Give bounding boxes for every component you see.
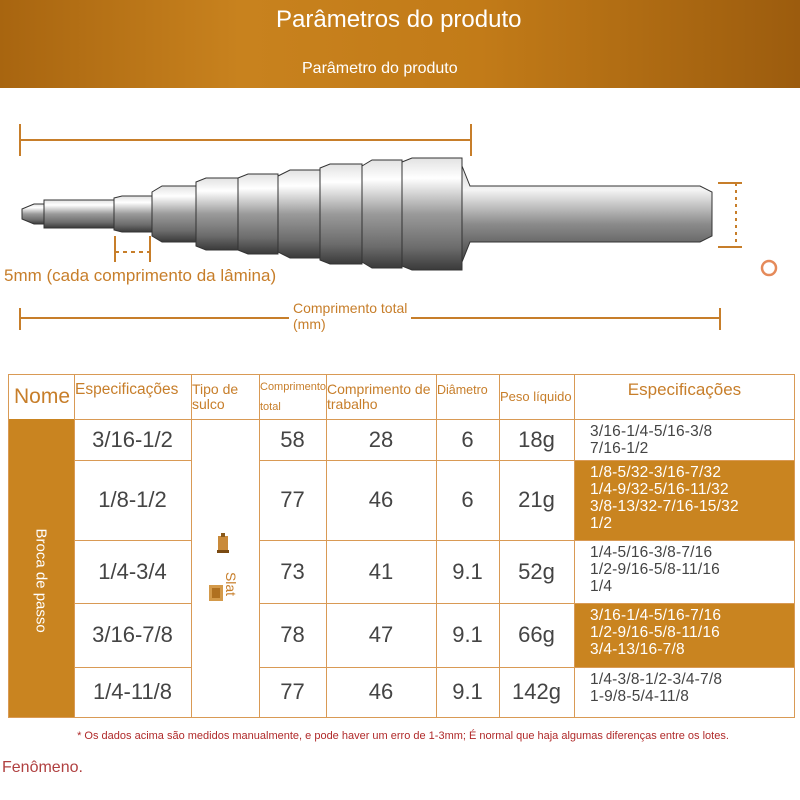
grid-col-6 <box>499 374 500 718</box>
grid-top <box>8 374 795 375</box>
swirl-icon <box>762 261 776 275</box>
spec-table <box>8 374 795 718</box>
grid-row-2-bottom <box>74 540 191 541</box>
step-size-line: 1-9/8-5/4-11/8 <box>590 688 690 705</box>
cell-net-weight: 142g <box>512 679 561 704</box>
grid-row-2-bottom-b <box>259 540 795 541</box>
product-name: Broca de passo <box>32 528 50 633</box>
step-size-line: 3/4-13/16-7/8 <box>590 641 685 658</box>
grid-left <box>8 374 9 718</box>
working-length-dimension <box>20 124 471 156</box>
step-size-line: 1/2 <box>590 515 613 532</box>
total-length-label-line2: (mm) <box>293 316 326 332</box>
cell-step-sizes <box>574 419 795 460</box>
step-size-line: 1/8-5/32-3/16-7/32 <box>590 464 722 481</box>
header-total-length: Comprimento total <box>260 380 326 413</box>
grid-bottom <box>8 717 795 718</box>
page-subtitle: Parâmetro do produto <box>302 60 458 77</box>
cell-spec: 3/16-1/2 <box>92 426 173 452</box>
grid-header-bottom <box>74 419 795 420</box>
step-size-line: 7/16-1/2 <box>590 440 649 457</box>
grid-row-3-bottom <box>74 603 191 604</box>
grid-col-3 <box>259 374 260 718</box>
cell-diameter: 9.1 <box>452 558 483 584</box>
cell-step-sizes <box>574 603 795 667</box>
step-size-line: 3/8-13/32-7/16-15/32 <box>590 498 739 515</box>
step-size-line: 1/2-9/16-5/8-11/16 <box>590 561 720 578</box>
slat-groove-icon <box>213 532 237 556</box>
cell-spec: 3/16-7/8 <box>92 622 173 647</box>
header-name: Nome <box>13 384 71 408</box>
drill-bit-icon <box>22 158 712 270</box>
cell-step-sizes <box>574 540 795 603</box>
header-spec: Especificações <box>75 381 179 398</box>
cell-step-sizes <box>574 460 795 540</box>
cell-diameter: 6 <box>461 487 474 512</box>
total-length-label-line1: Comprimento total <box>293 300 408 316</box>
blade-length-label: 5mm (cada comprimento da lâmina) <box>4 266 277 285</box>
header-groove: Tipo de sulco <box>192 380 239 412</box>
cell-total-length: 77 <box>280 487 305 512</box>
cell-net-weight: 18g <box>518 426 555 452</box>
header-diameter: Diâmetro <box>437 383 488 397</box>
cell-working-length: 46 <box>368 487 394 512</box>
cell-net-weight: 21g <box>518 487 555 512</box>
grid-row-4-bottom-b <box>259 667 795 668</box>
step-size-line: 1/4-5/16-3/8-7/16 <box>590 544 713 561</box>
header-net-weight: Peso líquido <box>500 389 572 404</box>
groove-type: Slat <box>223 571 240 597</box>
cell-working-length: 47 <box>368 622 394 647</box>
step-size-line: 1/4-3/8-1/2-3/4-7/8 <box>590 671 723 688</box>
product-name-cell <box>8 419 74 718</box>
step-size-line: 1/2-9/16-5/8-11/16 <box>590 624 720 641</box>
header-specs: Especificações <box>627 380 742 399</box>
step-size-line: 1/4 <box>590 578 613 595</box>
grid-row-1-bottom <box>74 460 191 461</box>
step-size-line: 3/16-1/4-5/16-7/16 <box>590 607 722 624</box>
page-title: Parâmetros do produto <box>276 6 522 33</box>
grid-col-5 <box>436 374 437 718</box>
cell-total-length: 77 <box>280 679 305 704</box>
cell-step-sizes <box>574 667 795 717</box>
step-length-marker <box>115 236 150 262</box>
header-banner <box>0 0 800 88</box>
step-size-line: 1/4-9/32-5/16-11/32 <box>590 481 729 498</box>
cell-working-length: 46 <box>368 679 394 704</box>
cell-diameter: 9.1 <box>452 622 483 647</box>
grid-col-2 <box>191 374 192 718</box>
total-length-label <box>289 300 411 332</box>
grid-row-4-bottom <box>74 667 191 668</box>
diameter-marker <box>718 183 742 247</box>
cell-diameter: 9.1 <box>452 679 483 704</box>
disclaimer-note: * Os dados acima são medidos manualmente, e pode haver um erro de 1-3mm; É normal que haja algumas diferenças entre os lotes. <box>77 730 729 742</box>
cell-spec: 1/4-11/8 <box>92 679 173 704</box>
grid-row-1-bottom-b <box>259 460 795 461</box>
grid-right <box>794 374 795 718</box>
trailing-text: Fenômeno. <box>2 759 83 776</box>
cell-diameter: 6 <box>461 426 474 452</box>
cell-working-length: 41 <box>368 558 394 584</box>
grid-col-4 <box>326 374 327 718</box>
grid-col-1 <box>74 374 75 718</box>
cell-net-weight: 66g <box>518 622 555 647</box>
cell-total-length: 78 <box>280 622 305 647</box>
cell-net-weight: 52g <box>518 558 555 584</box>
grid-row-3-bottom-b <box>259 603 795 604</box>
cell-spec: 1/4-3/4 <box>98 558 167 584</box>
header-working-length: Comprimento de trabalho <box>327 380 431 412</box>
cell-total-length: 58 <box>280 426 305 452</box>
step-size-line: 3/16-1/4-5/16-3/8 <box>590 423 713 440</box>
cell-spec: 1/8-1/2 <box>98 487 167 512</box>
cell-total-length: 73 <box>280 558 305 584</box>
grid-col-7 <box>574 374 575 718</box>
groove-type-cell <box>191 524 259 614</box>
cell-working-length: 28 <box>368 426 394 452</box>
